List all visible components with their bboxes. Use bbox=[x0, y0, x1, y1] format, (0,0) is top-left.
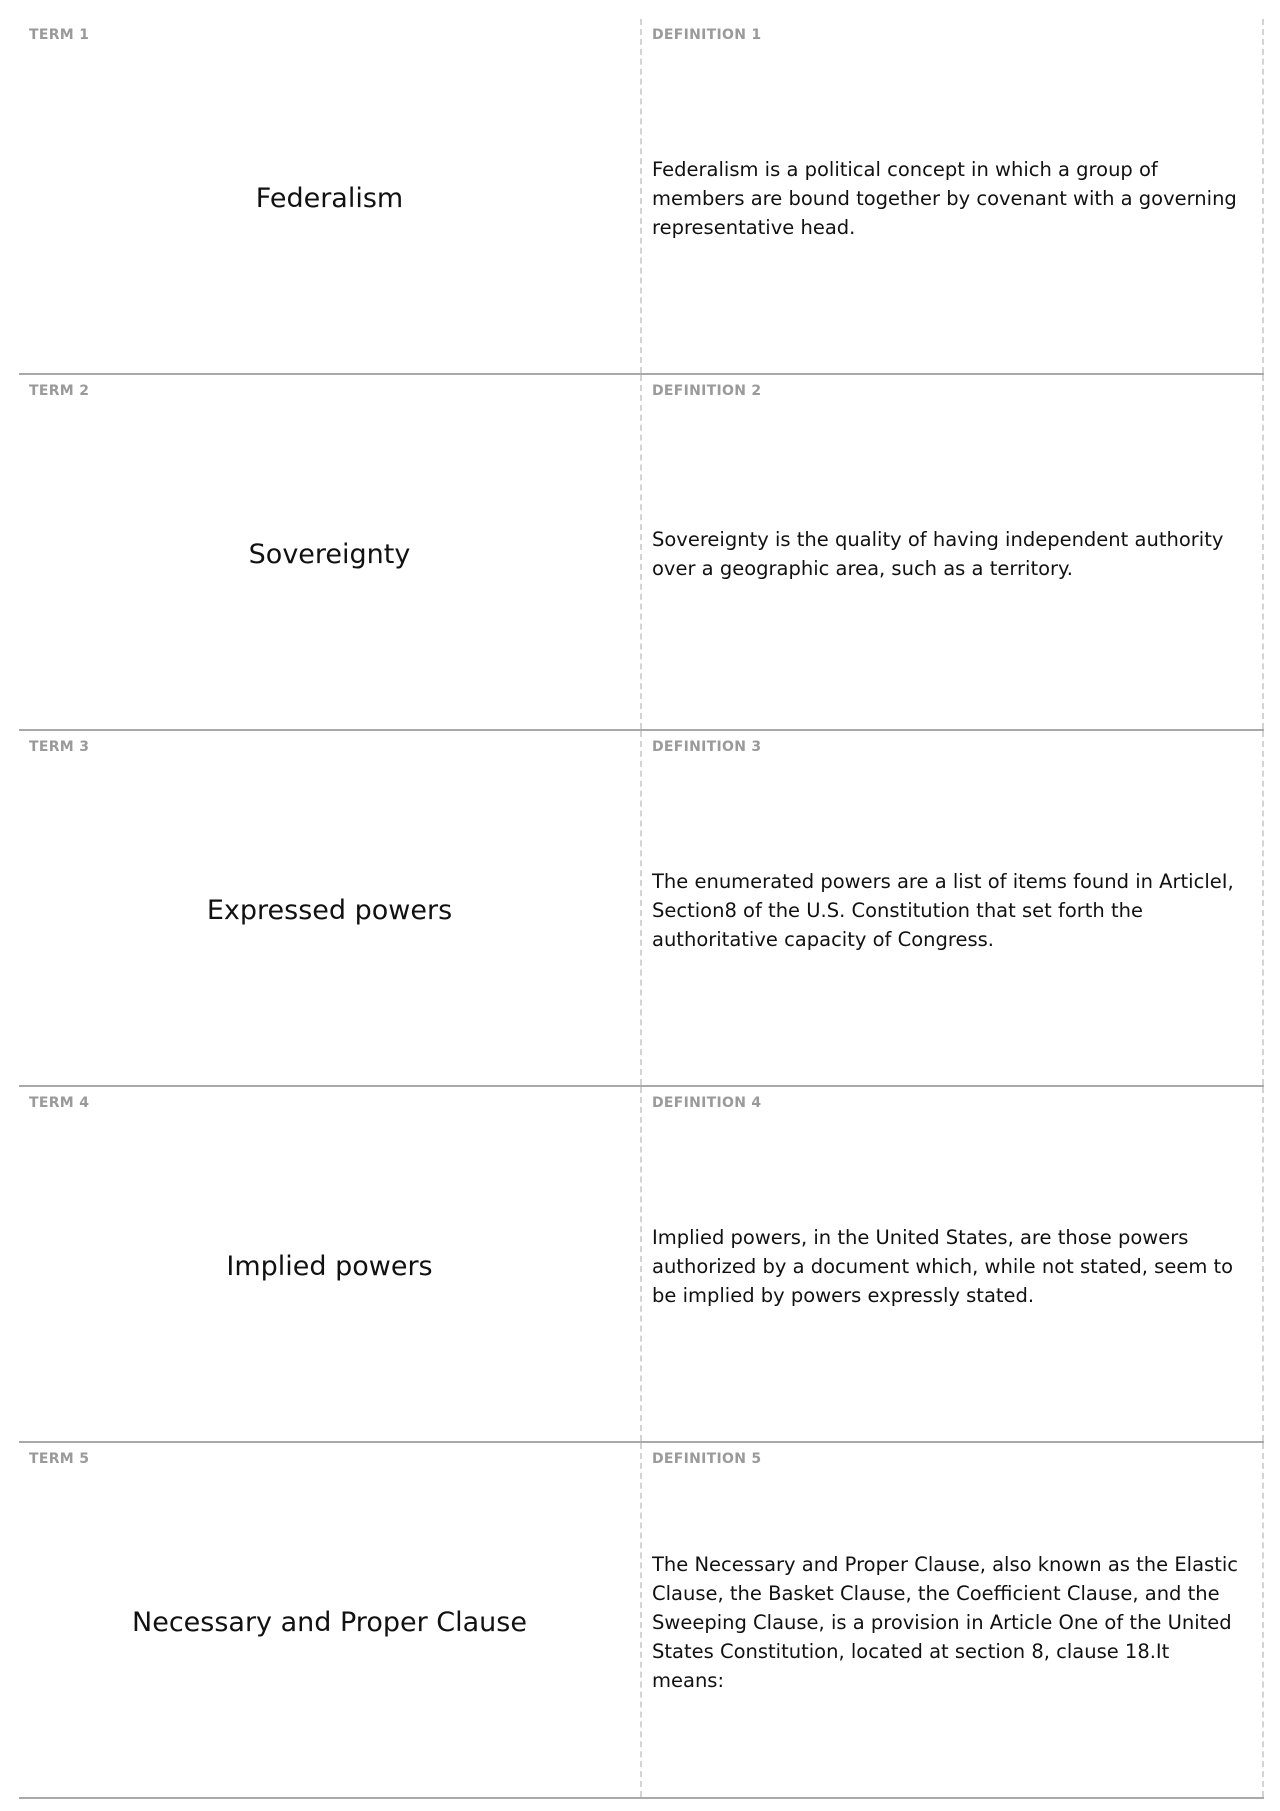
term-cell bbox=[19, 1087, 642, 1441]
definition-cell bbox=[642, 1443, 1264, 1797]
definition-cell bbox=[642, 731, 1264, 1085]
definition-label: DEFINITION 2 bbox=[652, 383, 762, 399]
flashcard-row-1 bbox=[19, 19, 1264, 375]
definition-label: DEFINITION 4 bbox=[652, 1095, 762, 1111]
definition-text: Implied powers, in the United States, are those powers authorized by a document which, while not stated, seem to be implied by powers expressly stated. bbox=[652, 1225, 1234, 1307]
term-cell bbox=[19, 731, 642, 1085]
term-text: Federalism bbox=[255, 182, 404, 214]
definition-text: Federalism is a political concept in which a group of members are bound together by covenant with a governing representative head. bbox=[652, 157, 1237, 239]
term-cell bbox=[19, 19, 642, 373]
flashcard-row-4 bbox=[19, 1087, 1264, 1443]
term-text: Necessary and Proper Clause bbox=[132, 1606, 527, 1638]
term-text: Implied powers bbox=[226, 1250, 433, 1282]
flashcard-row-2 bbox=[19, 375, 1264, 731]
definition-text: The enumerated powers are a list of items found in ArticleI, Section8 of the U.S. Constitution that set forth the authoritative capacity of Congress. bbox=[652, 869, 1234, 951]
term-label: TERM 4 bbox=[29, 1095, 90, 1111]
flashcard-sheet bbox=[19, 19, 1264, 1799]
definition-text: The Necessary and Proper Clause, also known as the Elastic Clause, the Basket Clause, the Coefficient Clause, and the Sweeping Clause, is a provision in Article One of the United States Constitution, located at section 8, clause 18.It means: bbox=[652, 1552, 1238, 1692]
term-label: TERM 2 bbox=[29, 383, 90, 399]
term-label: TERM 5 bbox=[29, 1451, 90, 1467]
definition-cell bbox=[642, 1087, 1264, 1441]
definition-label: DEFINITION 5 bbox=[652, 1451, 762, 1467]
term-label: TERM 1 bbox=[29, 27, 90, 43]
term-cell bbox=[19, 375, 642, 729]
definition-label: DEFINITION 1 bbox=[652, 27, 762, 43]
definition-text: Sovereignty is the quality of having independent authority over a geographic area, such as a territory. bbox=[652, 528, 1224, 580]
definition-label: DEFINITION 3 bbox=[652, 739, 762, 755]
term-text: Sovereignty bbox=[248, 538, 411, 570]
term-label: TERM 3 bbox=[29, 739, 90, 755]
flashcard-row-5 bbox=[19, 1443, 1264, 1799]
term-cell bbox=[19, 1443, 642, 1797]
definition-cell bbox=[642, 375, 1264, 729]
definition-cell bbox=[642, 19, 1264, 373]
flashcard-row-3 bbox=[19, 731, 1264, 1087]
term-text: Expressed powers bbox=[206, 894, 453, 926]
